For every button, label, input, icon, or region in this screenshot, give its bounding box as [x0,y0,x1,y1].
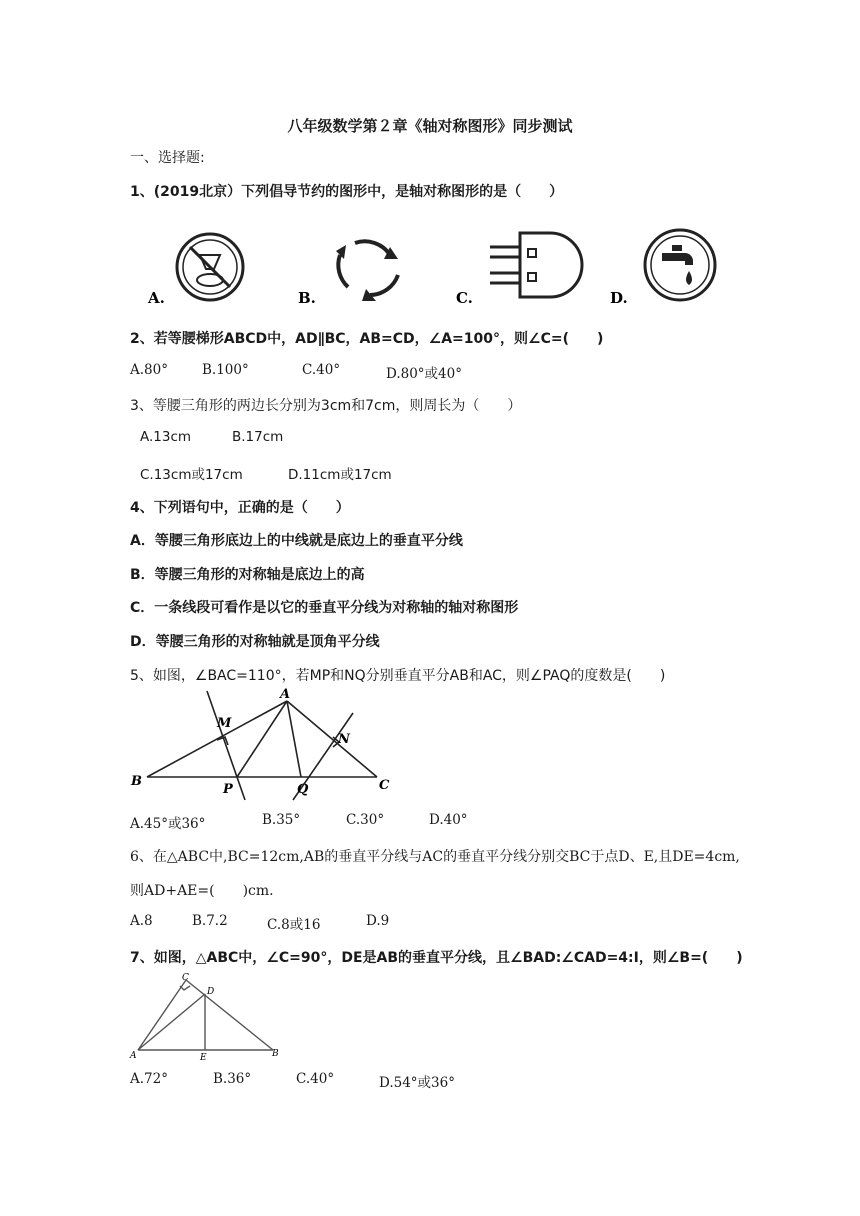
q5-option-b: B.35° [262,812,301,828]
q5-label-a: A [280,687,291,702]
question-4-text: 4、下列语句中，正确的是（ ） [130,500,350,516]
recycle-arrows-icon [336,241,398,301]
q5-label-m: M [217,716,232,731]
q7-label-d: D [207,987,215,997]
question-5-figure [125,685,405,805]
q3-option-c: C.13cm或17cm [140,467,243,483]
q7-label-a: A [130,1051,137,1061]
q4-option-c: C．一条线段可看作是以它的垂直平分线为对称轴的轴对称图形 [130,600,519,616]
q6-option-c: C.8或16 [267,917,321,933]
q7-option-c: C.40° [296,1071,335,1087]
q5-label-c: C [379,778,390,793]
q7-option-a: A.72° [130,1071,168,1087]
q7-option-b: B.36° [213,1071,252,1087]
question-5-text: 5、如图，∠BAC=110°，若MP和NQ分别垂直平分AB和AC，则∠PAQ的度数是( ) [130,668,666,684]
faucet-water-drop-icon [645,230,715,300]
q1-label-a: A. [148,289,165,307]
q3-option-a: A.13cm [140,429,192,445]
q7-option-d: D.54°或36° [379,1075,455,1091]
q4-option-d: D．等腰三角形的对称轴就是顶角平分线 [130,634,380,650]
q5-label-q: Q [297,782,309,797]
q3-option-b: B.17cm [232,429,284,445]
q3-option-d: D.11cm或17cm [288,467,392,483]
section-heading: 一、选择题: [130,150,205,166]
q2-option-b: B.100° [202,362,249,378]
q5-label-p: P [223,782,233,797]
q7-label-c: C [182,973,189,983]
question-3-text: 3、等腰三角形的两边长分别为3cm和7cm，则周长为（ ） [130,398,522,414]
q5-option-a: A.45°或36° [130,816,206,832]
question-7-text: 7、如图，△ABC中，∠C=90°，DE是AB的垂直平分线，且∠BAD:∠CAD=4:Ⅰ，则∠B=( ) [130,950,743,966]
question-1-figures [140,225,770,310]
q7-label-b: B [272,1049,279,1059]
question-6-text-line2: 则AD+AE=( )cm. [130,883,274,899]
question-6-text-line1: 6、在△ABC中,BC=12cm,AB的垂直平分线与AC的垂直平分线分别交BC于点D、E,且DE=4cm, [130,849,740,865]
q2-option-d: D.80°或40° [386,366,462,382]
question-1-text: 1、(2019北京）下列倡导节约的图形中，是轴对称图形的是（ ） [130,184,564,200]
q4-option-b: B．等腰三角形的对称轴是底边上的高 [130,567,365,583]
q6-option-b: B.7.2 [192,913,228,929]
page-title: 八年级数学第２章《轴对称图形》同步测试 [287,117,573,135]
q2-option-c: C.40° [302,362,341,378]
q4-option-a: A．等腰三角形底边上的中线就是底边上的垂直平分线 [130,533,463,549]
q5-label-b: B [131,774,142,789]
q2-option-a: A.80° [130,362,168,378]
plug-socket-icon [490,233,582,297]
no-littering-icon [177,234,243,300]
q1-label-b: B. [298,289,316,307]
q5-option-c: C.30° [346,812,385,828]
q7-label-e: E [200,1053,207,1062]
question-7-figure [128,970,288,1062]
q5-label-n: N [338,732,350,747]
q1-label-d: D. [610,289,628,307]
q1-label-c: C. [456,289,473,307]
question-2-text: 2、若等腰梯形ABCD中，AD∥BC，AB=CD，∠A=100°，则∠C=( ) [130,331,604,347]
q5-option-d: D.40° [429,812,468,828]
q6-option-d: D.9 [366,913,390,929]
q6-option-a: A.8 [130,913,153,929]
